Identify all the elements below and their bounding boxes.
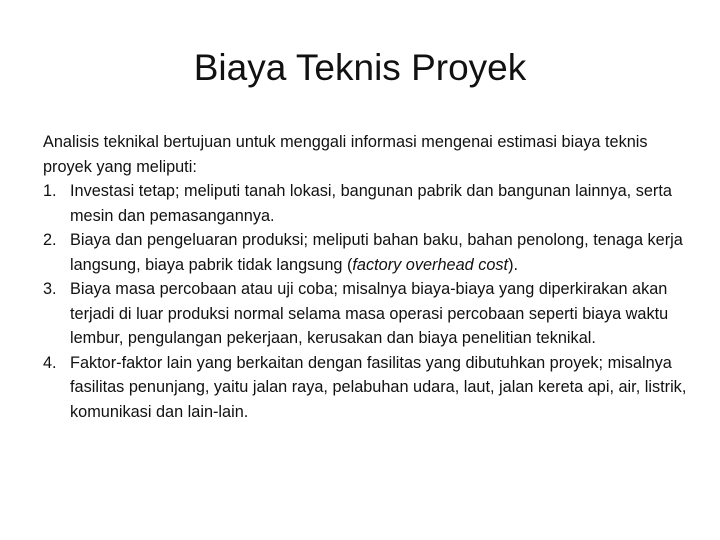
slide-title: Biaya Teknis Proyek bbox=[193, 47, 527, 88]
list-item-text: Biaya dan pengeluaran produksi; meliputi bahan baku, bahan penolong, tenaga kerja langsung, biaya pabrik tidak langsung ( bbox=[70, 231, 683, 274]
list-item-text: Investasi tetap; meliputi tanah lokasi, bangunan pabrik dan bangunan lainnya, serta mesin dan pemasangannya. bbox=[70, 182, 672, 225]
list-item-other-factors bbox=[43, 351, 687, 425]
list-item-text: Faktor-faktor lain yang berkaitan dengan fasilitas yang dibutuhkan proyek; misalnya fasilitas penunjang, yaitu jalan raya, pelabuhan udara, laut, jalan kereta api, air, listrik, komunikasi dan lain-lain. bbox=[70, 353, 687, 421]
list-item-trial-costs bbox=[43, 277, 687, 351]
list-item-italic-term: factory overhead cost bbox=[352, 255, 509, 274]
list-item-fixed-investment bbox=[43, 179, 687, 228]
list-item-number: 1. bbox=[43, 182, 57, 200]
list-item-number: 2. bbox=[43, 231, 57, 249]
list-item-production-costs bbox=[43, 228, 687, 277]
list-item-number: 3. bbox=[43, 280, 57, 298]
list-item-text-end: ). bbox=[508, 255, 519, 274]
list-item-text: Biaya masa percobaan atau uji coba; misalnya biaya-biaya yang diperkirakan akan terjadi di luar produksi normal selama masa operasi percobaan seperti biaya waktu lembur, pengulangan pekerjaan, kerusakan dan biaya penelitian teknikal. bbox=[70, 280, 669, 347]
list-item-number: 4. bbox=[43, 353, 57, 372]
slide-body bbox=[43, 130, 687, 424]
cost-list bbox=[43, 179, 687, 424]
intro-paragraph: Analisis teknikal bertujuan untuk menggali informasi mengenai estimasi biaya teknis proyek yang meliputi: bbox=[43, 133, 648, 176]
